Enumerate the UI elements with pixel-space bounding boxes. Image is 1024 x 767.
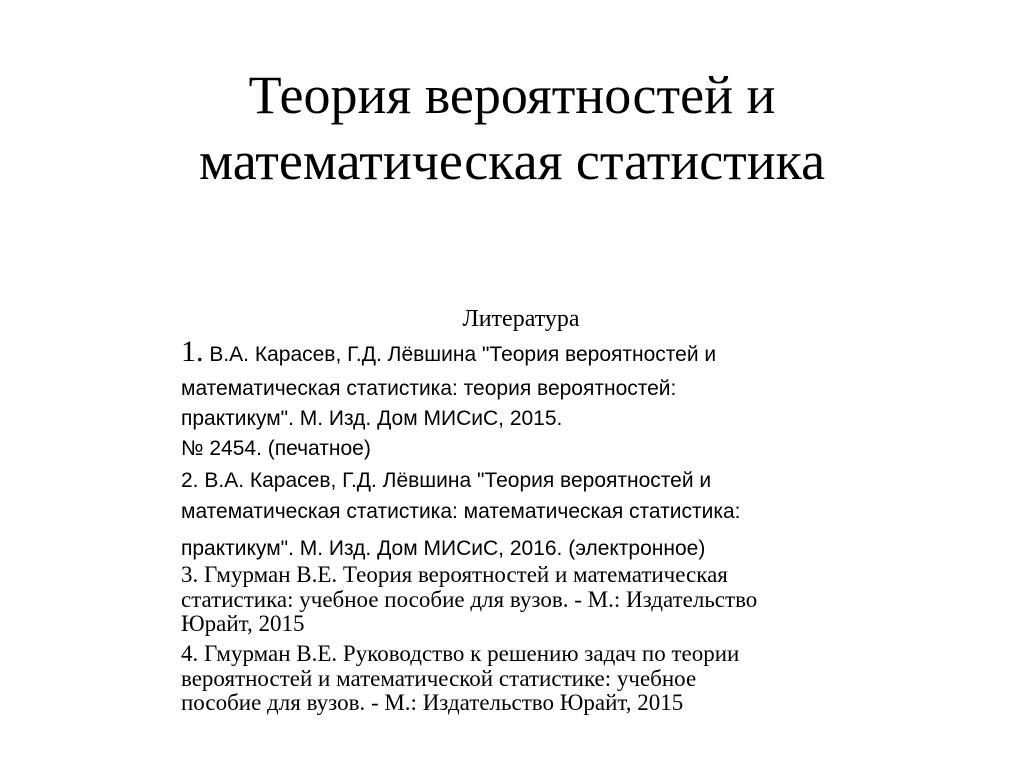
reference-1-line-1: 1. В.А. Карасев, Г.Д. Лёвшина "Теория вероятностей и [181, 335, 717, 368]
reference-1-line-3: практикум". М. Изд. Дом МИСиС, 2015. [181, 407, 563, 430]
reference-3-line-3: Юрайт, 2015 [181, 611, 305, 636]
reference-3-line-2: статистика: учебное пособие для вузов. - М.: Издательство [181, 587, 758, 612]
title-line-2: математическая статистика [198, 131, 826, 191]
reference-2-line-3: практикум". М. Изд. Дом МИСиС, 2016. (электронное) [181, 537, 706, 560]
reference-1-number: 1. [181, 335, 204, 368]
slide-title [0, 62, 1024, 194]
reference-4-line-1: 4. Гмурман В.Е. Руководство к решению задач по теории [181, 641, 740, 666]
reference-4-line-3: пособие для вузов. - М.: Издательство Юрайт, 2015 [181, 690, 684, 715]
reference-2-line-1: 2. В.А. Карасев, Г.Д. Лёвшина "Теория вероятностей и [181, 469, 712, 492]
reference-3-line-1: 3. Гмурман В.Е. Теория вероятностей и математическая [181, 562, 728, 587]
reference-2-line-2: математическая статистика: математическая статистика: [181, 500, 741, 523]
reference-4-line-2: вероятностей и математической статистике: учебное [181, 666, 697, 691]
reference-1-line-2: математическая статистика: теория вероятностей: [181, 377, 677, 400]
title-line-1: Теория вероятностей и [248, 65, 776, 125]
reference-1-line-4: № 2454. (печатное) [181, 437, 371, 460]
literature-heading: Литература [462, 306, 580, 332]
